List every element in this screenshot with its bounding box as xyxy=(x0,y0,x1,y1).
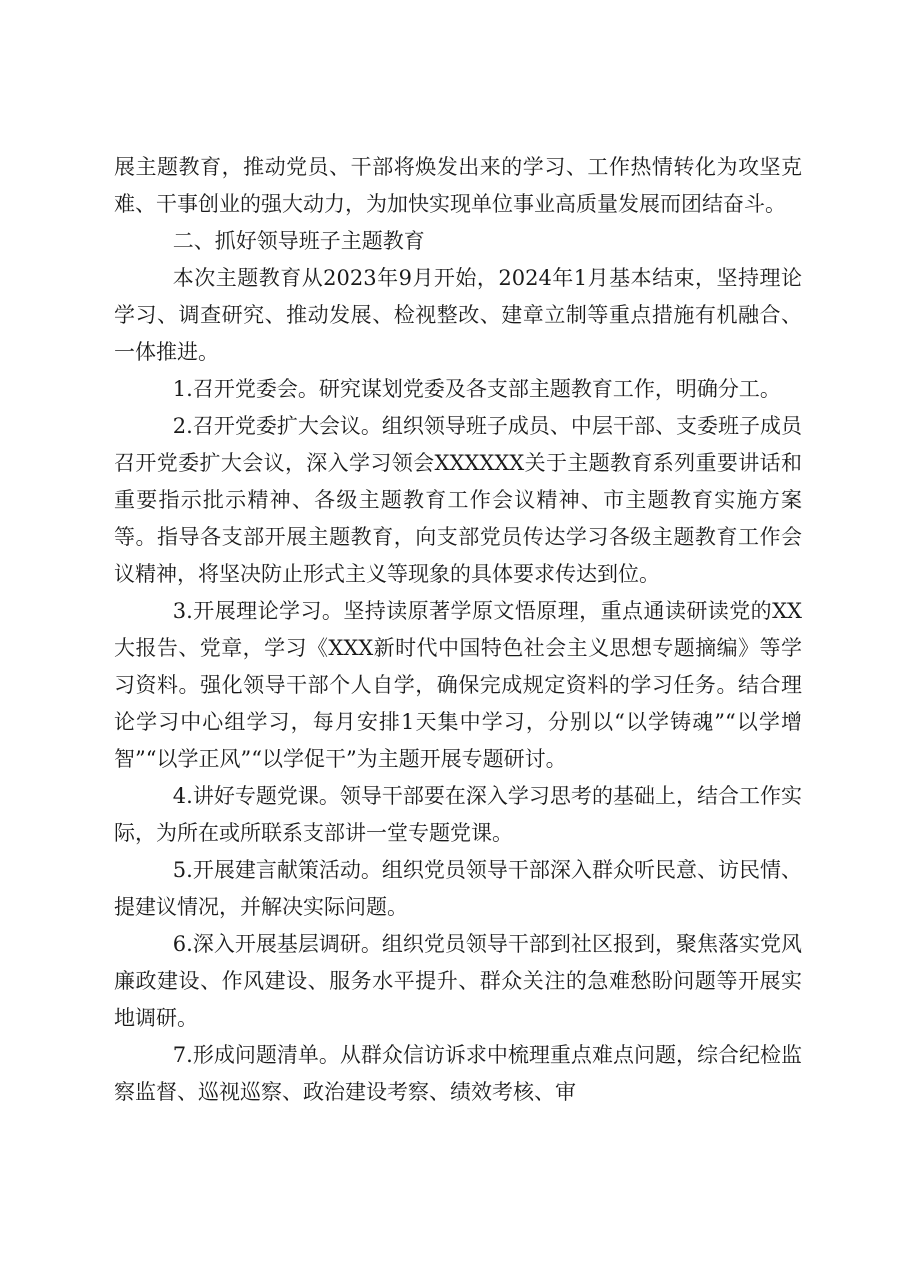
list-item-5: 5.开展建言献策活动。组织党员领导干部深入群众听民意、访民情、提建议情况，并解决实际问题。 xyxy=(114,858,802,919)
list-item-2: 2.召开党委扩大会议。组织领导班子成员、中层干部、支委班子成员召开党委扩大会议，深入学习领会XXXXXX关于主题教育系列重要讲话和重要指示批示精神、各级主题教育工作会议精神、市主题教育实施方案等。指导各支部开展主题教育，向支部党员传达学习各级主题教育工作会议精神，将坚决防止形式主义等现象的具体要求传达到位。 xyxy=(114,414,802,586)
section-heading: 二、抓好领导班子主题教育 xyxy=(172,229,425,253)
list-item-3: 3.开展理论学习。坚持读原著学原文悟原理，重点通读研读党的XX大报告、党章，学习《XXX新时代中国特色社会主义思想专题摘编》等学习资料。强化领导干部个人自学，确保完成规定资料的学习任务。结合理论学习中心组学习，每月安排1天集中学习，分别以“以学铸魂”“以学增智”“以学正风”“以学促干”为主题开展专题研讨。 xyxy=(114,599,802,771)
list-item-1: 1.召开党委会。研究谋划党委及各支部主题教育工作，明确分工。 xyxy=(172,377,781,401)
list-item-6: 6.深入开展基层调研。组织党员领导干部到社区报到，聚焦落实党风廉政建设、作风建设、服务水平提升、群众关注的急难愁盼问题等开展实地调研。 xyxy=(114,932,802,1030)
paragraph-intro: 本次主题教育从2023年9月开始，2024年1月基本结束，坚持理论学习、调查研究、推动发展、检视整改、建章立制等重点措施有机融合、一体推进。 xyxy=(114,266,802,364)
document-body xyxy=(114,149,802,1111)
list-item-4: 4.讲好专题党课。领导干部要在深入学习思考的基础上，结合工作实际，为所在或所联系支部讲一堂专题党课。 xyxy=(114,784,802,845)
paragraph-continuation: 展主题教育，推动党员、干部将焕发出来的学习、工作热情转化为攻坚克难、干事创业的强大动力，为加快实现单位事业高质量发展而团结奋斗。 xyxy=(114,155,802,216)
list-item-7: 7.形成问题清单。从群众信访诉求中梳理重点难点问题，综合纪检监察监督、巡视巡察、政治建设考察、绩效考核、审 xyxy=(114,1043,802,1104)
